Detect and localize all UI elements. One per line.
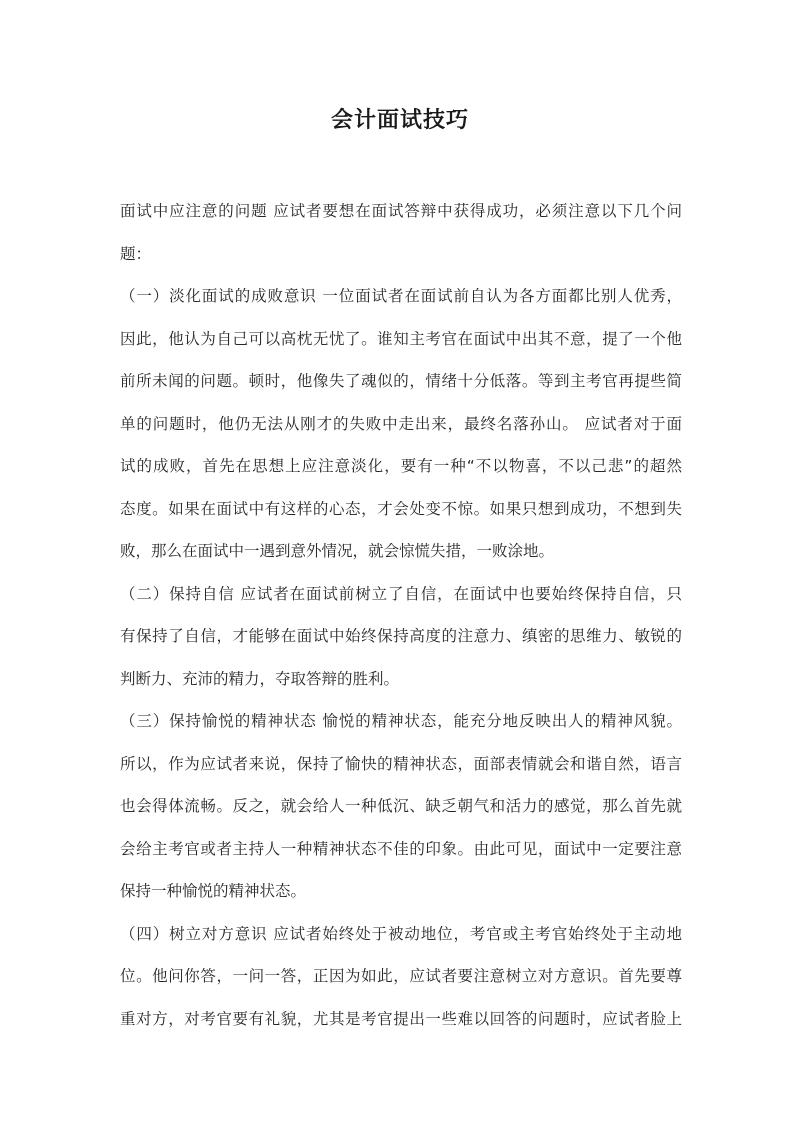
text-line: （三）保持愉悦的精神状态 愉悦的精神状态，能充分地反映出人的精神风貌。 xyxy=(120,712,682,730)
text-line: 题： xyxy=(120,244,152,263)
text-line: 单的问题时，他仍无法从刚才的失败中走出来，最终名落孙山。 应试者对于面 xyxy=(120,414,682,433)
document-body xyxy=(120,190,682,1040)
text-line: 判断力、充沛的精力，夺取答辩的胜利。 xyxy=(120,669,400,688)
text-line: 因此，他认为自己可以高枕无忧了。谁知主考官在面试中出其不意，提了一个他 xyxy=(120,329,682,348)
text-line: 所以，作为应试者来说，保持了愉快的精神状态，面部表情就会和谐自然，语言 xyxy=(120,754,682,773)
paragraph-section-4 xyxy=(120,913,682,1041)
paragraph-section-2 xyxy=(120,573,682,701)
text-line: 也会得体流畅。反之，就会给人一种低沉、缺乏朝气和活力的感觉，那么首先就 xyxy=(120,797,682,815)
text-line: 面试中应注意的问题 应试者要想在面试答辩中获得成功，必须注意以下几个问 xyxy=(120,202,682,220)
paragraph-section-1 xyxy=(120,275,682,573)
text-line: （四）树立对方意识 应试者始终处于被动地位，考官或主考官始终处于主动地 xyxy=(120,924,682,943)
text-line: 位。他问你答，一问一答，正因为如此，应试者要注意树立对方意识。首先要尊 xyxy=(120,967,682,985)
text-line: 试的成败，首先在思想上应注意淡化，要有一种“不以物喜，不以己悲”的超然 xyxy=(120,457,682,475)
text-line: 前所未闻的问题。顿时，他像失了魂似的，情绪十分低落。等到主考官再提些简 xyxy=(120,372,682,390)
text-line: 重对方，对考官要有礼貌，尤其是考官提出一些难以回答的问题时，应试者脸上 xyxy=(120,1009,682,1028)
document-title: 会计面试技巧 xyxy=(330,108,469,133)
text-line: 会给主考官或者主持人一种精神状态不佳的印象。由此可见，面试中一定要注意 xyxy=(120,839,682,858)
text-line: 有保持了自信，才能够在面试中始终保持高度的注意力、缜密的思维力、敏锐的 xyxy=(120,627,682,645)
text-line: 败，那么在面试中一遇到意外情况，就会惊慌失措，一败涂地。 xyxy=(120,542,555,560)
text-line: （二）保持自信 应试者在面试前树立了自信，在面试中也要始终保持自信，只 xyxy=(120,584,682,603)
paragraph-section-3 xyxy=(120,700,682,913)
text-line: （一）淡化面试的成败意识 一位面试者在面试前自认为各方面都比别人优秀， xyxy=(120,287,682,305)
text-line: 保持一种愉悦的精神状态。 xyxy=(120,882,307,900)
text-line: 态度。如果在面试中有这样的心态，才会处变不惊。如果只想到成功，不想到失 xyxy=(120,499,682,518)
paragraph-intro xyxy=(120,190,682,275)
